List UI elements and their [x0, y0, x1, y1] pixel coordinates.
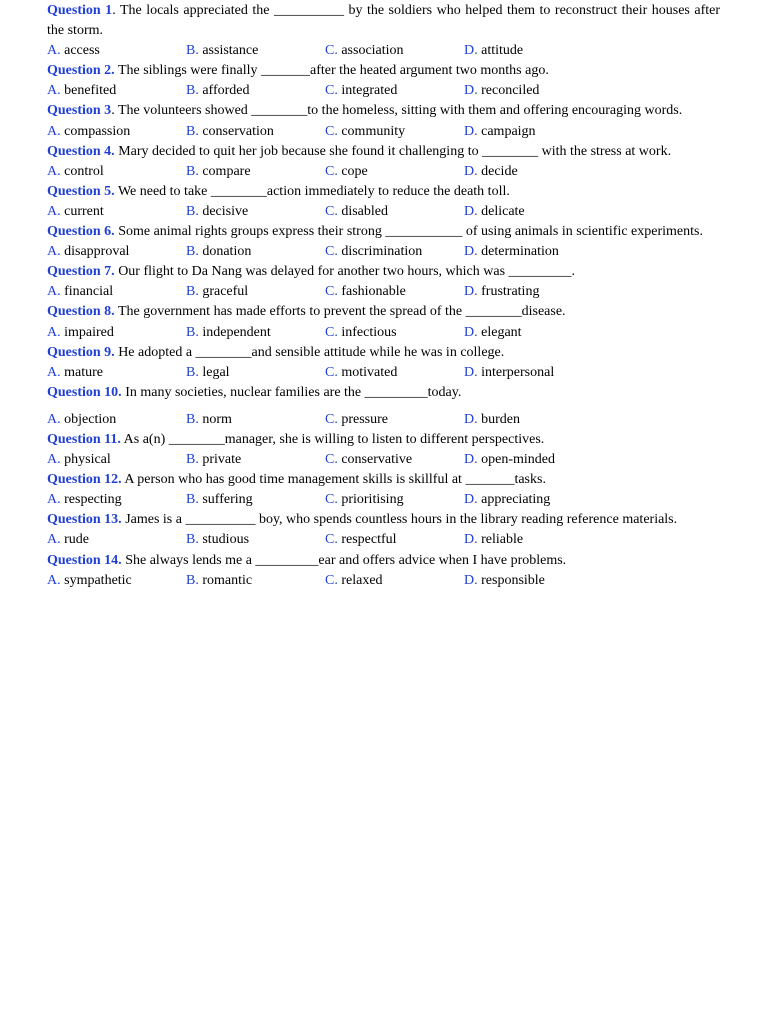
question-stem	[47, 1, 720, 41]
option-text: pressure	[341, 411, 388, 427]
question-block	[47, 182, 720, 222]
question-text: As a(n) ________manager, she is willing to listen to different perspectives.	[123, 431, 545, 447]
option-text: burden	[481, 411, 521, 427]
answer-option	[47, 530, 186, 550]
question-text: Mary decided to quit her job because she found it challenging to ________ with the stress at work.	[118, 143, 672, 159]
option-text: donation	[202, 244, 252, 260]
option-text: fashionable	[341, 284, 406, 300]
option-letter: B	[186, 244, 196, 260]
answer-option	[47, 122, 186, 142]
question-text: In many societies, nuclear families are the _________today.	[125, 384, 462, 400]
question-text: The siblings were finally _______after the heated argument two months ago.	[117, 63, 549, 79]
answer-options	[47, 242, 720, 262]
option-text: respectful	[341, 532, 397, 548]
answer-options	[47, 363, 720, 383]
option-text: suffering	[202, 492, 253, 508]
option-letter: B	[186, 123, 196, 139]
option-text: motivated	[341, 364, 398, 380]
option-separator: .	[334, 163, 342, 179]
answer-option	[186, 242, 325, 262]
option-text: sympathetic	[64, 572, 132, 588]
question-number: Question 14.	[47, 552, 122, 568]
option-separator: .	[57, 532, 65, 548]
option-letter: C	[325, 123, 335, 139]
option-separator: .	[334, 492, 342, 508]
option-text: romantic	[202, 572, 253, 588]
option-text: objection	[64, 411, 117, 427]
option-separator: .	[334, 284, 342, 300]
option-separator: .	[57, 324, 65, 340]
option-text: current	[64, 203, 104, 219]
answer-option	[464, 122, 536, 142]
option-letter: D	[464, 123, 475, 139]
option-separator: .	[57, 83, 65, 99]
option-letter: D	[464, 324, 475, 340]
option-separator: .	[57, 364, 65, 380]
option-letter: C	[325, 284, 335, 300]
option-letter: A	[47, 284, 58, 300]
option-letter: B	[186, 284, 196, 300]
question-number: Question 11.	[47, 431, 121, 447]
option-text: campaign	[481, 123, 536, 139]
question-number: Question 4.	[47, 143, 115, 159]
option-separator: .	[474, 532, 482, 548]
option-text: decide	[481, 163, 518, 179]
option-letter: C	[325, 572, 335, 588]
question-stem	[47, 142, 720, 162]
question-text: The locals appreciated the __________ by the soldiers who helped them to reconstruct their houses after the storm.	[47, 3, 720, 39]
answer-options	[47, 202, 720, 222]
option-separator: .	[474, 43, 482, 59]
option-text: disabled	[341, 203, 388, 219]
option-separator: .	[474, 163, 482, 179]
option-text: association	[341, 43, 404, 59]
option-separator: .	[195, 411, 203, 427]
question-number: Question 9.	[47, 344, 115, 360]
option-letter: D	[464, 452, 475, 468]
question-text: James is a __________ boy, who spends countless hours in the library reading reference materials.	[125, 512, 678, 528]
option-letter: B	[186, 203, 196, 219]
question-block	[47, 430, 720, 470]
answer-option	[47, 410, 186, 430]
question-stem	[47, 343, 720, 363]
option-separator: .	[334, 364, 342, 380]
question-text: He adopted a ________and sensible attitude while he was in college.	[118, 344, 505, 360]
option-separator: .	[474, 83, 482, 99]
question-block	[47, 61, 720, 101]
answer-options	[47, 323, 720, 343]
option-text: access	[64, 43, 100, 59]
question-stem	[47, 551, 720, 571]
answer-option	[47, 81, 186, 101]
option-letter: B	[186, 43, 196, 59]
option-separator: .	[57, 43, 65, 59]
option-letter: A	[47, 411, 58, 427]
option-separator: .	[195, 123, 203, 139]
option-letter: C	[325, 244, 335, 260]
option-separator: .	[334, 324, 342, 340]
option-letter: C	[325, 364, 335, 380]
option-text: determination	[481, 244, 559, 260]
option-letter: D	[464, 163, 475, 179]
answer-option	[186, 202, 325, 222]
option-letter: A	[47, 244, 58, 260]
option-text: graceful	[202, 284, 249, 300]
option-separator: .	[334, 203, 342, 219]
answer-options	[47, 162, 720, 182]
answer-option	[464, 41, 523, 61]
answer-option	[464, 490, 550, 510]
option-separator: .	[57, 163, 65, 179]
option-separator: .	[474, 324, 482, 340]
answer-options	[47, 571, 720, 591]
option-separator: .	[334, 452, 342, 468]
option-separator: .	[57, 244, 65, 260]
option-separator: .	[334, 244, 342, 260]
option-letter: B	[186, 163, 196, 179]
answer-options	[47, 282, 720, 302]
question-number: Question 7.	[47, 264, 115, 280]
option-text: compassion	[64, 123, 131, 139]
option-text: attitude	[481, 43, 524, 59]
option-text: elegant	[481, 324, 522, 340]
answer-option	[325, 81, 464, 101]
option-letter: C	[325, 411, 335, 427]
option-text: physical	[64, 452, 111, 468]
option-text: open-minded	[481, 452, 555, 468]
option-letter: B	[186, 364, 196, 380]
option-letter: C	[325, 83, 335, 99]
option-separator: .	[195, 163, 203, 179]
answer-option	[186, 530, 325, 550]
answer-option	[186, 571, 325, 591]
answer-option	[325, 162, 464, 182]
answer-option	[186, 282, 325, 302]
option-letter: C	[325, 163, 335, 179]
option-text: cope	[341, 163, 368, 179]
answer-options	[47, 450, 720, 470]
option-text: benefited	[64, 83, 117, 99]
answer-option	[47, 571, 186, 591]
option-text: assistance	[202, 43, 259, 59]
option-letter: A	[47, 532, 58, 548]
question-number: Question 10.	[47, 384, 122, 400]
option-letter: D	[464, 244, 475, 260]
question-number: Question 13.	[47, 512, 122, 528]
option-text: conservation	[202, 123, 274, 139]
question-text: She always lends me a _________ear and offers advice when I have problems.	[125, 552, 567, 568]
option-separator: .	[334, 123, 342, 139]
option-separator: .	[57, 572, 65, 588]
option-separator: .	[474, 364, 482, 380]
answer-option	[47, 363, 186, 383]
question-separator: .	[111, 103, 118, 119]
option-text: respecting	[64, 492, 122, 508]
answer-option	[325, 490, 464, 510]
option-letter: D	[464, 284, 475, 300]
option-text: discrimination	[341, 244, 423, 260]
question-stem	[47, 222, 720, 242]
question-text: The government has made efforts to prevent the spread of the ________disease.	[117, 304, 566, 320]
question-separator: .	[112, 3, 120, 18]
option-separator: .	[195, 43, 203, 59]
question-stem	[47, 302, 720, 322]
answer-option	[186, 490, 325, 510]
option-letter: C	[325, 203, 335, 219]
question-text: Some animal rights groups express their strong ___________ of using animals in scientific experiments.	[118, 224, 703, 240]
option-letter: A	[47, 203, 58, 219]
answer-options	[47, 490, 720, 510]
answer-option	[47, 323, 186, 343]
option-letter: B	[186, 572, 196, 588]
option-separator: .	[474, 452, 482, 468]
option-text: afforded	[202, 83, 250, 99]
answer-option	[186, 450, 325, 470]
option-letter: A	[47, 364, 58, 380]
option-text: prioritising	[341, 492, 404, 508]
option-letter: D	[464, 572, 475, 588]
answer-option	[186, 323, 325, 343]
question-text: We need to take ________action immediately to reduce the death toll.	[117, 183, 510, 199]
answer-option	[47, 450, 186, 470]
answer-option	[186, 41, 325, 61]
option-letter: D	[464, 203, 475, 219]
option-text: norm	[202, 411, 232, 427]
option-separator: .	[334, 83, 342, 99]
question-block	[47, 1, 720, 61]
option-letter: C	[325, 43, 335, 59]
answer-option	[325, 323, 464, 343]
option-separator: .	[474, 203, 482, 219]
option-letter: D	[464, 43, 475, 59]
question-block	[47, 222, 720, 262]
option-text: conservative	[341, 452, 413, 468]
answer-option	[464, 363, 554, 383]
answer-options	[47, 122, 720, 142]
question-text: A person who has good time management skills is skillful at _______tasks.	[124, 472, 546, 488]
option-letter: B	[186, 532, 196, 548]
option-separator: .	[474, 492, 482, 508]
option-letter: D	[464, 83, 475, 99]
answer-option	[464, 571, 545, 591]
option-separator: .	[195, 492, 203, 508]
option-text: appreciating	[481, 492, 551, 508]
answer-option	[464, 81, 539, 101]
option-letter: A	[47, 324, 58, 340]
option-letter: C	[325, 324, 335, 340]
option-letter: C	[325, 452, 335, 468]
option-text: responsible	[481, 572, 545, 588]
option-text: legal	[202, 364, 230, 380]
question-number: Question 2.	[47, 63, 115, 79]
answer-option	[325, 122, 464, 142]
option-separator: .	[195, 284, 203, 300]
option-letter: A	[47, 83, 58, 99]
option-letter: C	[325, 492, 335, 508]
question-stem	[47, 430, 720, 450]
option-separator: .	[195, 324, 203, 340]
option-text: community	[341, 123, 406, 139]
option-text: financial	[64, 284, 114, 300]
answer-option	[325, 242, 464, 262]
option-letter: B	[186, 324, 196, 340]
option-separator: .	[334, 532, 342, 548]
option-letter: B	[186, 452, 196, 468]
option-text: private	[202, 452, 242, 468]
option-text: integrated	[341, 83, 398, 99]
question-number: Question 3	[47, 103, 112, 119]
answer-option	[464, 323, 522, 343]
option-text: control	[64, 163, 104, 179]
option-letter: D	[464, 532, 475, 548]
option-separator: .	[195, 83, 203, 99]
question-number: Question 8.	[47, 304, 115, 320]
option-text: impaired	[64, 324, 114, 340]
option-letter: D	[464, 364, 475, 380]
option-separator: .	[57, 411, 65, 427]
option-text: frustrating	[481, 284, 540, 300]
answer-option	[464, 282, 539, 302]
question-stem	[47, 510, 720, 530]
option-text: delicate	[481, 203, 525, 219]
question-stem	[47, 470, 720, 490]
option-letter: D	[464, 492, 475, 508]
answer-option	[464, 410, 520, 430]
question-number: Question 1	[47, 3, 113, 18]
question-text: Our flight to Da Nang was delayed for another two hours, which was _________.	[118, 264, 576, 280]
question-block	[47, 343, 720, 383]
answer-option	[47, 282, 186, 302]
question-number: Question 12.	[47, 472, 122, 488]
option-text: infectious	[341, 324, 397, 340]
answer-option	[186, 410, 325, 430]
question-block	[47, 101, 720, 141]
option-letter: A	[47, 452, 58, 468]
question-text: The volunteers showed ________to the homeless, sitting with them and offering encouraging words.	[117, 103, 683, 119]
option-letter: A	[47, 492, 58, 508]
answer-option	[186, 81, 325, 101]
answer-option	[464, 202, 525, 222]
answer-options	[47, 81, 720, 101]
option-separator: .	[474, 123, 482, 139]
option-text: decisive	[202, 203, 249, 219]
option-letter: A	[47, 572, 58, 588]
option-separator: .	[334, 411, 342, 427]
answer-options	[47, 530, 720, 550]
answer-option	[325, 202, 464, 222]
question-number: Question 6.	[47, 224, 115, 240]
option-letter: A	[47, 43, 58, 59]
question-stem	[47, 182, 720, 202]
option-separator: .	[195, 452, 203, 468]
answer-option	[47, 242, 186, 262]
question-block	[47, 383, 720, 430]
option-separator: .	[195, 244, 203, 260]
option-letter: B	[186, 83, 196, 99]
question-stem	[47, 61, 720, 81]
option-text: interpersonal	[481, 364, 555, 380]
option-separator: .	[474, 572, 482, 588]
answer-option	[47, 162, 186, 182]
answer-options	[47, 41, 720, 61]
option-separator: .	[57, 284, 65, 300]
answer-option	[186, 363, 325, 383]
option-text: reliable	[481, 532, 524, 548]
question-stem	[47, 101, 720, 121]
option-letter: B	[186, 411, 196, 427]
option-separator: .	[474, 411, 482, 427]
option-letter: A	[47, 163, 58, 179]
answer-option	[325, 530, 464, 550]
question-stem	[47, 262, 720, 282]
option-separator: .	[57, 123, 65, 139]
answer-option	[325, 410, 464, 430]
option-separator: .	[195, 532, 203, 548]
question-block	[47, 510, 720, 550]
option-text: studious	[202, 532, 250, 548]
answer-option	[186, 162, 325, 182]
option-separator: .	[474, 244, 482, 260]
question-block	[47, 470, 720, 510]
question-stem	[47, 383, 720, 403]
option-letter: A	[47, 123, 58, 139]
option-separator: .	[57, 492, 65, 508]
question-block	[47, 142, 720, 182]
answer-option	[464, 242, 559, 262]
answer-option	[325, 450, 464, 470]
answer-option	[464, 162, 518, 182]
option-text: mature	[64, 364, 103, 380]
option-separator: .	[57, 203, 65, 219]
answer-option	[47, 41, 186, 61]
option-text: relaxed	[341, 572, 383, 588]
question-block	[47, 551, 720, 591]
option-text: disapproval	[64, 244, 130, 260]
option-text: rude	[64, 532, 90, 548]
question-block	[47, 262, 720, 302]
option-text: compare	[202, 163, 251, 179]
answer-option	[325, 282, 464, 302]
answer-option	[186, 122, 325, 142]
option-separator: .	[195, 572, 203, 588]
answer-option	[325, 41, 464, 61]
option-separator: .	[195, 203, 203, 219]
answer-option	[464, 530, 523, 550]
answer-option	[47, 490, 186, 510]
option-letter: D	[464, 411, 475, 427]
question-block	[47, 302, 720, 342]
answer-option	[325, 363, 464, 383]
answer-option	[464, 450, 555, 470]
question-number: Question 5.	[47, 183, 115, 199]
option-text: reconciled	[481, 83, 540, 99]
option-separator: .	[195, 364, 203, 380]
option-separator: .	[334, 572, 342, 588]
option-letter: B	[186, 492, 196, 508]
option-separator: .	[474, 284, 482, 300]
option-letter: C	[325, 532, 335, 548]
answer-option	[47, 202, 186, 222]
option-separator: .	[334, 43, 342, 59]
answer-option	[325, 571, 464, 591]
option-separator: .	[57, 452, 65, 468]
answer-options	[47, 410, 720, 430]
option-text: independent	[202, 324, 271, 340]
